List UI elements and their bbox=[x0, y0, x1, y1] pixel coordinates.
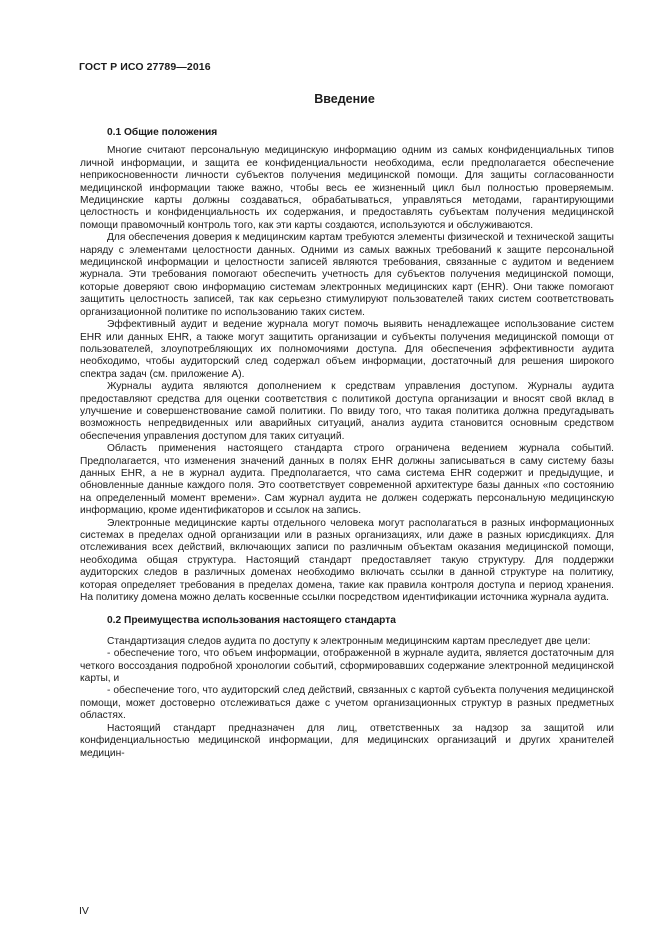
list-item: - обеспечение того, что аудиторский след действий, связанных с картой субъекта получения медицинской помощи, может достоверно отслеживаться даже с учетом организационных структур в разных предметных областях. bbox=[80, 685, 614, 722]
page-title-text: Введение bbox=[314, 92, 375, 106]
paragraph: Настоящий стандарт предназначен для лиц, ответственных за надзор за защитой или конфиденциальностью медицинской информации, для медицинских организаций и других хранителей медицин- bbox=[80, 722, 614, 759]
paragraph: Стандартизация следов аудита по доступу к электронным медицинским картам преследует две цели: bbox=[107, 635, 591, 647]
paragraph: Для обеспечения доверия к медицинским картам требуются элементы физической и технической защиты наряду с элементами целостности данных. Одними из самых важных требований к защите персональной медицинской информации и целостности записей являются требования, связанные с аудитом и ведением журнала. Эти требования помогают обеспечить учетность для субъектов получения медицинской помощи, которые доверяют свою информацию системам электронных медицинских карт (EHR). Они также помогают защитить целостность записей, так как серьезно стимулируют пользователей таких систем соответствовать организационной политике по использованию таких систем. bbox=[80, 232, 614, 318]
page-title bbox=[0, 92, 661, 106]
list-item: - обеспечение того, что объем информации, отображенной в журнале аудита, является достаточным для четкого воссоздания подробной хронологии событий, сформировавших содержание электронной медицинской карты, и bbox=[80, 648, 614, 685]
paragraph: Область применения настоящего стандарта строго ограничена ведением журнала событий. Предполагается, что изменения значений данных в полях EHR должны записываться в саму систему базы данных EHR, а не в журнал аудита. Предполагается, что сама система EHR содержит и предыдущие, и обновленные данные каждого поля. Это соответствует современной архитектуре базы данных «по состоянию на определенный момент времени». Сам журнал аудита не должен содержать персональную медицинскую информацию, кроме идентификаторов и ссылок на запись. bbox=[80, 443, 614, 517]
section-heading: 0.2 Преимущества использования настоящего стандарта bbox=[107, 615, 396, 627]
paragraph: Журналы аудита являются дополнением к средствам управления доступом. Журналы аудита предоставляют средства для оценки соответствия с политикой доступа организации и вносят свой вклад в улучшение и совершенствование самой политики. По ввиду того, что такая политика должна предугадывать возможность непредвиденных или аварийных ситуаций, анализ аудита становится основным средством обеспечения управления доступом для таких ситуаций. bbox=[80, 381, 614, 442]
document-body bbox=[80, 127, 614, 760]
page-number: IV bbox=[79, 905, 89, 917]
paragraph: Эффективный аудит и ведение журнала могут помочь выявить ненадлежащее использование систем EHR или данных EHR, а также могут защитить организации и субъекты получения медицинской помощи от пользователей, злоупотребляющих их полномочиями доступа. Для обеспечения эффективности аудита необходимо, чтобы аудиторский след содержал объем информации, достаточный для решения широкого спектра задач (см. приложение А). bbox=[80, 319, 614, 380]
section-heading: 0.1 Общие положения bbox=[107, 127, 218, 138]
document-header: ГОСТ Р ИСО 27789—2016 bbox=[79, 61, 211, 73]
paragraph: Многие считают персональную медицинскую информацию одним из самых конфиденциальных типов личной информации, и защита ее конфиденциальности необходима, если предполагается обеспечение неприкосновенности личности субъектов получения медицинской помощи. Для защиты согласованности медицинской информации также важно, чтобы весь ее жизненный цикл был полностью проверяемым. Медицинские карты должны создаваться, обрабатываться, управляться методами, гарантирующими целостность и конфиденциальность их содержания, и предоставлять субъектам получения медицинской помощи правомочный контроль того, как эти карты создаются, используются и обслуживаются. bbox=[80, 145, 614, 231]
paragraph: Электронные медицинские карты отдельного человека могут располагаться в разных информационных системах в пределах одной организации или в разных организациях, или даже в разных юрисдикциях. Для отслеживания всех действий, включающих записи по различным объектам оказания медицинской помощи, необходима общая структура. Настоящий стандарт предоставляет такую структуру. Для поддержки аудиторских следов в различных доменах необходимо включать ссылки в данной структуре на политику, которая определяет требования в пределах домена, такие как правила контроля доступа и период хранения. На политику домена можно делать косвенные ссылки посредством идентификации источника журнала аудита. bbox=[80, 517, 614, 604]
